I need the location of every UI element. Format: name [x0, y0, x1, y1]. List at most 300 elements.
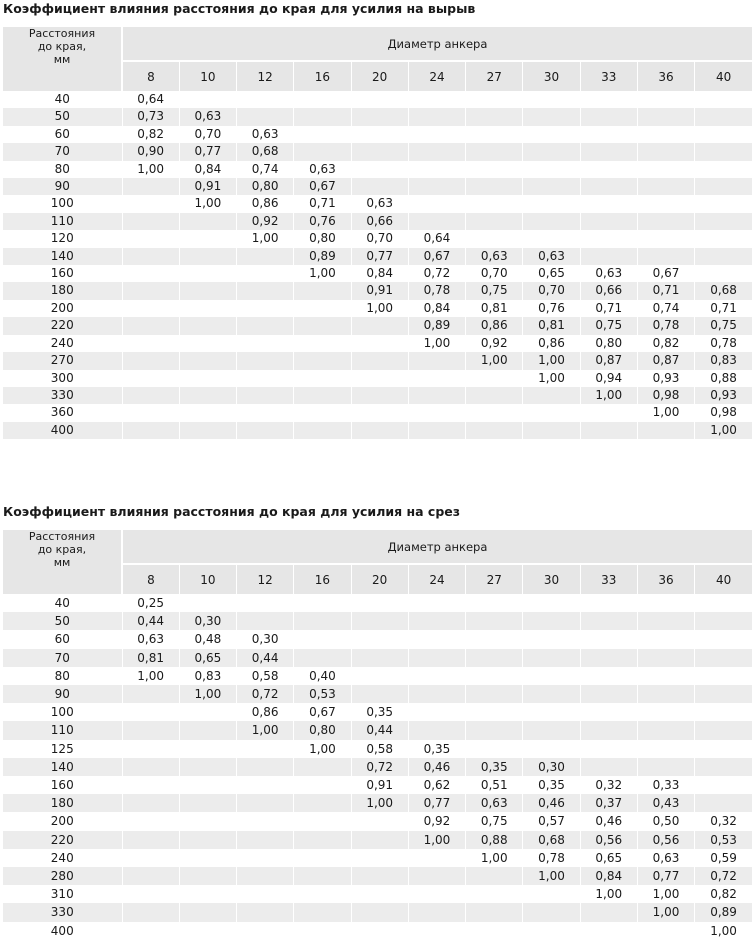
coefficient-cell: [351, 885, 408, 903]
coefficient-cell: [466, 594, 523, 612]
table-row: [3, 317, 752, 334]
coefficient-cell: [466, 703, 523, 721]
coefficient-cell: [408, 143, 465, 160]
coefficient-cell: 0,71: [695, 300, 752, 317]
coefficient-cell: [294, 91, 351, 108]
coefficient-cell: [466, 885, 523, 903]
coefficient-cell: [408, 108, 465, 125]
coefficient-cell: [408, 213, 465, 230]
coefficient-cell: 0,63: [523, 248, 580, 265]
edge-distance-cell: 80: [54, 161, 70, 176]
coefficient-cell: [466, 213, 523, 230]
coefficient-cell: 0,76: [294, 213, 351, 230]
coefficient-cell: 0,93: [695, 387, 752, 404]
coefficient-cell: [637, 213, 694, 230]
coefficient-cell: [237, 335, 294, 352]
coefficient-cell: 0,64: [122, 91, 179, 108]
coefficient-cell: [408, 387, 465, 404]
coefficient-cell: [637, 630, 694, 648]
diameter-header: 8: [122, 564, 179, 594]
coefficient-cell: 0,51: [466, 776, 523, 794]
coefficient-cell: 0,44: [237, 649, 294, 667]
coefficient-cell: 0,58: [237, 667, 294, 685]
coefficient-cell: 0,81: [523, 317, 580, 334]
coefficient-cell: [179, 831, 236, 849]
coefficient-cell: [523, 422, 580, 439]
diameter-header: 36: [637, 564, 694, 594]
table-row: [3, 300, 752, 317]
coefficient-cell: [408, 721, 465, 739]
coefficient-cell: [122, 282, 179, 299]
coefficient-cell: [408, 370, 465, 387]
coefficient-cell: [351, 143, 408, 160]
pullout-coefficient-table: [3, 27, 752, 439]
coefficient-cell: [294, 404, 351, 421]
coefficient-cell: [523, 885, 580, 903]
coefficient-cell: [695, 265, 752, 282]
coefficient-cell: [179, 758, 236, 776]
edge-distance-cell: 220: [3, 831, 122, 849]
coefficient-cell: 0,30: [179, 612, 236, 630]
coefficient-cell: 0,91: [351, 776, 408, 794]
diameter-header: 33: [580, 61, 637, 91]
coefficient-cell: 0,75: [466, 812, 523, 830]
coefficient-cell: [466, 108, 523, 125]
coefficient-cell: [695, 776, 752, 794]
coefficient-cell: 1,00: [408, 831, 465, 849]
coefficient-cell: [351, 178, 408, 195]
coefficient-cell: [294, 282, 351, 299]
edge-distance-cell: 60: [54, 126, 70, 141]
coefficient-cell: 0,81: [122, 649, 179, 667]
table-row: [3, 91, 752, 108]
coefficient-cell: 0,59: [695, 849, 752, 867]
coefficient-cell: 0,67: [294, 703, 351, 721]
coefficient-cell: [122, 849, 179, 867]
coefficient-cell: [637, 178, 694, 195]
coefficient-cell: 1,00: [637, 903, 694, 921]
coefficient-cell: 0,78: [637, 317, 694, 334]
coefficient-cell: [294, 108, 351, 125]
coefficient-cell: 0,63: [294, 161, 351, 178]
coefficient-cell: [122, 721, 179, 739]
diameter-header: 20: [351, 61, 408, 91]
coefficient-cell: [122, 794, 179, 812]
coefficient-cell: [351, 594, 408, 612]
coefficient-cell: [466, 667, 523, 685]
row-header-line: Расстояния: [28, 27, 96, 40]
coefficient-cell: [523, 649, 580, 667]
table-row: [3, 794, 752, 812]
coefficient-cell: [351, 161, 408, 178]
coefficient-cell: [179, 91, 236, 108]
table-row: [3, 422, 752, 439]
coefficient-cell: [237, 922, 294, 940]
coefficient-cell: [523, 685, 580, 703]
edge-distance-cell: 330: [3, 903, 122, 921]
table-row: [3, 143, 752, 160]
coefficient-cell: 1,00: [122, 667, 179, 685]
coefficient-cell: 0,87: [637, 352, 694, 369]
coefficient-cell: 0,35: [408, 740, 465, 758]
coefficient-cell: [237, 422, 294, 439]
row-header-cell: [3, 530, 122, 594]
coefficient-cell: [408, 885, 465, 903]
coefficient-cell: [294, 812, 351, 830]
coefficient-cell: 0,80: [580, 335, 637, 352]
coefficient-cell: 0,74: [237, 161, 294, 178]
coefficient-cell: [637, 740, 694, 758]
coefficient-cell: [294, 885, 351, 903]
diameter-header: 24: [408, 564, 465, 594]
edge-distance-cell: 280: [3, 867, 122, 885]
coefficient-cell: 1,00: [237, 721, 294, 739]
coefficient-cell: [294, 387, 351, 404]
diameter-header: 16: [294, 564, 351, 594]
coefficient-cell: 0,46: [408, 758, 465, 776]
coefficient-cell: [523, 230, 580, 247]
coefficient-cell: [179, 867, 236, 885]
coefficient-cell: 0,30: [523, 758, 580, 776]
coefficient-cell: [122, 740, 179, 758]
coefficient-cell: 0,67: [637, 265, 694, 282]
coefficient-cell: 0,35: [351, 703, 408, 721]
coefficient-cell: 0,63: [637, 849, 694, 867]
edge-distance-cell: 220: [3, 317, 122, 334]
coefficient-cell: 0,87: [580, 352, 637, 369]
coefficient-cell: 0,84: [179, 161, 236, 178]
coefficient-cell: [122, 317, 179, 334]
coefficient-cell: 1,00: [466, 352, 523, 369]
diameter-header: 20: [351, 564, 408, 594]
coefficient-cell: [179, 812, 236, 830]
coefficient-cell: 0,80: [294, 721, 351, 739]
coefficient-cell: [580, 143, 637, 160]
coefficient-cell: [351, 126, 408, 143]
coefficient-cell: [179, 849, 236, 867]
coefficient-cell: [122, 195, 179, 212]
coefficient-cell: 0,88: [695, 370, 752, 387]
coefficient-cell: [408, 649, 465, 667]
coefficient-cell: [351, 630, 408, 648]
coefficient-cell: 0,56: [580, 831, 637, 849]
coefficient-cell: 0,88: [466, 831, 523, 849]
coefficient-cell: [237, 740, 294, 758]
edge-distance-cell: 200: [50, 300, 74, 315]
coefficient-cell: 0,86: [466, 317, 523, 334]
coefficient-cell: [466, 370, 523, 387]
coefficient-cell: 1,00: [523, 370, 580, 387]
coefficient-cell: [179, 740, 236, 758]
coefficient-cell: 0,63: [351, 195, 408, 212]
coefficient-cell: [637, 594, 694, 612]
coefficient-cell: 0,32: [695, 812, 752, 830]
table-row: [3, 126, 752, 143]
coefficient-cell: 0,63: [580, 265, 637, 282]
coefficient-cell: [351, 404, 408, 421]
coefficient-cell: [580, 721, 637, 739]
coefficient-cell: 0,35: [466, 758, 523, 776]
coefficient-cell: 1,00: [466, 849, 523, 867]
table-row: [3, 667, 752, 685]
coefficient-cell: 0,63: [122, 630, 179, 648]
coefficient-cell: [466, 387, 523, 404]
coefficient-cell: 0,70: [466, 265, 523, 282]
coefficient-cell: [237, 903, 294, 921]
coefficient-cell: [695, 91, 752, 108]
table-row: [3, 831, 752, 849]
coefficient-cell: 0,63: [179, 108, 236, 125]
coefficient-cell: [179, 721, 236, 739]
coefficient-cell: 0,73: [122, 108, 179, 125]
table-row: [3, 885, 752, 903]
edge-distance-cell: 160: [50, 778, 74, 793]
edge-distance-cell: 70: [3, 649, 122, 667]
coefficient-cell: [695, 594, 752, 612]
coefficient-cell: [580, 903, 637, 921]
coefficient-cell: [351, 685, 408, 703]
diameter-header: 24: [408, 61, 465, 91]
coefficient-cell: [580, 91, 637, 108]
coefficient-cell: [580, 178, 637, 195]
row-header-line: до края,: [37, 40, 87, 53]
table-row: [3, 230, 752, 247]
coefficient-cell: [237, 849, 294, 867]
column-group-header: Диаметр анкера: [122, 27, 752, 61]
coefficient-cell: [122, 300, 179, 317]
diameter-header: 30: [523, 61, 580, 91]
coefficient-cell: [179, 903, 236, 921]
coefficient-cell: 0,71: [294, 195, 351, 212]
coefficient-cell: [408, 161, 465, 178]
coefficient-cell: [294, 849, 351, 867]
coefficient-cell: [580, 161, 637, 178]
coefficient-cell: [294, 143, 351, 160]
coefficient-cell: [637, 422, 694, 439]
coefficient-cell: [466, 91, 523, 108]
coefficient-cell: [408, 594, 465, 612]
coefficient-cell: 0,64: [408, 230, 465, 247]
edge-distance-cell: 40: [54, 596, 70, 610]
coefficient-cell: [695, 703, 752, 721]
column-group-header: Диаметр анкера: [122, 530, 752, 564]
coefficient-cell: 0,40: [294, 667, 351, 685]
coefficient-cell: 0,44: [351, 721, 408, 739]
coefficient-cell: [466, 161, 523, 178]
coefficient-cell: [580, 649, 637, 667]
coefficient-cell: [179, 213, 236, 230]
coefficient-cell: 0,53: [294, 685, 351, 703]
coefficient-cell: 0,77: [351, 248, 408, 265]
coefficient-cell: [523, 161, 580, 178]
coefficient-cell: 0,46: [523, 794, 580, 812]
coefficient-cell: [294, 300, 351, 317]
coefficient-cell: 0,89: [408, 317, 465, 334]
coefficient-cell: [237, 91, 294, 108]
coefficient-cell: 0,98: [695, 404, 752, 421]
coefficient-cell: [580, 922, 637, 940]
coefficient-cell: 1,00: [637, 885, 694, 903]
coefficient-cell: [523, 922, 580, 940]
table-row: [3, 195, 752, 212]
table-row: [3, 248, 752, 265]
coefficient-cell: [637, 649, 694, 667]
coefficient-cell: 0,98: [637, 387, 694, 404]
coefficient-cell: [237, 265, 294, 282]
coefficient-cell: 1,00: [523, 352, 580, 369]
coefficient-cell: [637, 758, 694, 776]
coefficient-cell: [237, 612, 294, 630]
coefficient-cell: 0,48: [179, 630, 236, 648]
coefficient-cell: [408, 195, 465, 212]
table-row: [3, 721, 752, 739]
coefficient-cell: 0,35: [523, 776, 580, 794]
coefficient-cell: [179, 404, 236, 421]
coefficient-cell: 0,71: [580, 300, 637, 317]
coefficient-cell: [523, 721, 580, 739]
coefficient-cell: 0,72: [237, 685, 294, 703]
coefficient-cell: [466, 612, 523, 630]
coefficient-cell: 1,00: [695, 422, 752, 439]
edge-distance-cell: 140: [3, 758, 122, 776]
row-header-line: до края,: [37, 543, 87, 556]
coefficient-cell: [122, 703, 179, 721]
coefficient-cell: [408, 849, 465, 867]
row-header-cell: [3, 27, 122, 91]
table-row: [3, 903, 752, 921]
coefficient-cell: [351, 849, 408, 867]
edge-distance-cell: 50: [3, 108, 122, 125]
coefficient-cell: [122, 248, 179, 265]
table-row: [3, 758, 752, 776]
table-row: [3, 922, 752, 940]
coefficient-cell: [466, 867, 523, 885]
coefficient-cell: [179, 922, 236, 940]
edge-distance-cell: 60: [54, 632, 70, 647]
edge-distance-cell: 160: [50, 266, 74, 281]
coefficient-cell: 0,91: [179, 178, 236, 195]
row-header-line: мм: [53, 556, 71, 569]
table-row: [3, 612, 752, 630]
coefficient-cell: [351, 612, 408, 630]
coefficient-cell: [294, 831, 351, 849]
coefficient-cell: [122, 404, 179, 421]
coefficient-cell: 1,00: [122, 161, 179, 178]
coefficient-cell: [695, 248, 752, 265]
table-row: [3, 594, 752, 612]
coefficient-cell: [122, 213, 179, 230]
edge-distance-cell: 200: [50, 814, 74, 829]
table-row: [3, 740, 752, 758]
coefficient-cell: [351, 667, 408, 685]
coefficient-cell: [580, 230, 637, 247]
coefficient-cell: [408, 685, 465, 703]
coefficient-cell: 0,25: [122, 594, 179, 612]
diameter-header: 12: [237, 564, 294, 594]
coefficient-cell: [351, 903, 408, 921]
coefficient-cell: 0,82: [122, 126, 179, 143]
edge-distance-cell: 400: [3, 422, 122, 439]
coefficient-cell: [637, 922, 694, 940]
coefficient-cell: [523, 108, 580, 125]
coefficient-cell: [580, 248, 637, 265]
coefficient-cell: 0,83: [179, 667, 236, 685]
coefficient-cell: [179, 776, 236, 794]
coefficient-cell: [179, 230, 236, 247]
coefficient-cell: 1,00: [523, 867, 580, 885]
coefficient-cell: [580, 667, 637, 685]
coefficient-cell: [294, 422, 351, 439]
coefficient-cell: [695, 667, 752, 685]
coefficient-cell: [294, 594, 351, 612]
coefficient-cell: [695, 649, 752, 667]
edge-distance-cell: 140: [3, 248, 122, 265]
coefficient-cell: [695, 178, 752, 195]
diameter-header: 33: [580, 564, 637, 594]
coefficient-cell: [408, 91, 465, 108]
edge-distance-cell: 240: [50, 850, 74, 865]
coefficient-cell: [466, 178, 523, 195]
edge-distance-cell: 110: [3, 721, 122, 739]
table-row: [3, 178, 752, 195]
coefficient-cell: 0,76: [523, 300, 580, 317]
coefficient-cell: [237, 758, 294, 776]
coefficient-cell: [179, 422, 236, 439]
coefficient-cell: [237, 794, 294, 812]
coefficient-cell: 0,84: [351, 265, 408, 282]
edge-distance-cell: 40: [54, 92, 70, 106]
coefficient-cell: 0,63: [466, 248, 523, 265]
diameter-header: 10: [179, 564, 236, 594]
coefficient-cell: 0,72: [351, 758, 408, 776]
coefficient-cell: [122, 370, 179, 387]
edge-distance-cell: 70: [3, 143, 122, 160]
coefficient-cell: 0,33: [637, 776, 694, 794]
coefficient-cell: [523, 740, 580, 758]
coefficient-cell: [408, 903, 465, 921]
coefficient-cell: [179, 248, 236, 265]
coefficient-cell: [351, 108, 408, 125]
coefficient-cell: 0,66: [351, 213, 408, 230]
table-row: [3, 213, 752, 230]
coefficient-cell: [122, 685, 179, 703]
coefficient-cell: [523, 703, 580, 721]
edge-distance-cell: 400: [50, 923, 74, 938]
coefficient-cell: [179, 282, 236, 299]
coefficient-cell: [466, 721, 523, 739]
coefficient-cell: [523, 126, 580, 143]
coefficient-cell: 0,77: [637, 867, 694, 885]
coefficient-cell: 1,00: [408, 335, 465, 352]
coefficient-cell: 1,00: [179, 685, 236, 703]
coefficient-cell: [523, 195, 580, 212]
coefficient-cell: [466, 740, 523, 758]
edge-distance-cell: 310: [50, 887, 74, 902]
coefficient-cell: [580, 685, 637, 703]
coefficient-cell: 0,67: [408, 248, 465, 265]
pullout-table-title: Коэффициент влияния расстояния до края для усилия на вырыв: [3, 1, 476, 16]
coefficient-cell: [122, 230, 179, 247]
edge-distance-cell: 100: [50, 705, 74, 720]
coefficient-cell: [466, 230, 523, 247]
coefficient-cell: 0,80: [294, 230, 351, 247]
coefficient-cell: [122, 922, 179, 940]
coefficient-cell: [179, 794, 236, 812]
table-row: [3, 108, 752, 125]
coefficient-cell: [294, 370, 351, 387]
coefficient-cell: [179, 370, 236, 387]
coefficient-cell: 0,71: [637, 282, 694, 299]
